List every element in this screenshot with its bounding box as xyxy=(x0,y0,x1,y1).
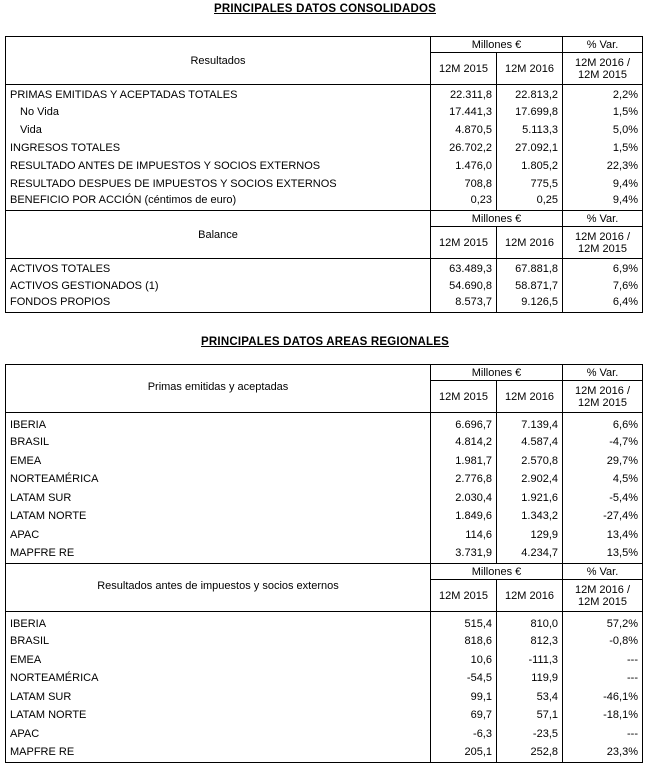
value-var: 6,9% xyxy=(563,259,643,277)
value-2015: 1.476,0 xyxy=(431,157,497,175)
table-row xyxy=(6,121,643,139)
value-2015: 708,8 xyxy=(431,175,497,193)
row-label: LATAM SUR xyxy=(6,489,431,508)
var-period-header: 12M 2016 / 12M 2015 xyxy=(563,53,643,85)
table-row xyxy=(6,175,643,193)
millones-header: Millones € xyxy=(431,211,563,227)
resultados-antes-header: Resultados antes de impuestos y socios externos xyxy=(6,564,431,612)
row-label: RESULTADO DESPUES DE IMPUESTOS Y SOCIOS EXTERNOS xyxy=(6,175,431,193)
value-var: --- xyxy=(563,725,643,744)
value-2016: 1.805,2 xyxy=(497,157,563,175)
millones-header: Millones € xyxy=(431,564,563,580)
value-2015: 205,1 xyxy=(431,743,497,763)
value-2015: 818,6 xyxy=(431,632,497,651)
value-var: -5,4% xyxy=(563,489,643,508)
value-var: 1,5% xyxy=(563,103,643,121)
var-header: % Var. xyxy=(563,564,643,580)
row-label: RESULTADO ANTES DE IMPUESTOS Y SOCIOS EXTERNOS xyxy=(6,157,431,175)
value-2016: 57,1 xyxy=(497,706,563,725)
row-label: IBERIA xyxy=(6,413,431,434)
var-period-header: 12M 2016 / 12M 2015 xyxy=(563,227,643,259)
regional-title: PRINCIPALES DATOS AREAS REGIONALES xyxy=(201,336,449,348)
primas-header: Primas emitidas y aceptadas xyxy=(6,365,431,413)
row-label: BRASIL xyxy=(6,433,431,452)
value-2015: 2.030,4 xyxy=(431,489,497,508)
row-label: IBERIA xyxy=(6,612,431,633)
table-row xyxy=(6,433,643,452)
value-var: 6,4% xyxy=(563,295,643,313)
value-var: 7,6% xyxy=(563,277,643,295)
value-2016: 5.113,3 xyxy=(497,121,563,139)
value-var: 13,4% xyxy=(563,526,643,545)
value-2016: 812,3 xyxy=(497,632,563,651)
value-var: -18,1% xyxy=(563,706,643,725)
row-label: Vida xyxy=(6,121,431,139)
millones-header: Millones € xyxy=(431,37,563,53)
value-var: --- xyxy=(563,651,643,670)
value-var: 9,4% xyxy=(563,193,643,211)
value-2016: 4.234,7 xyxy=(497,544,563,564)
table-row xyxy=(6,157,643,175)
value-var: 9,4% xyxy=(563,175,643,193)
value-var: 5,0% xyxy=(563,121,643,139)
value-2015: 4.870,5 xyxy=(431,121,497,139)
value-2015: 1.981,7 xyxy=(431,452,497,471)
row-label: NORTEAMÉRICA xyxy=(6,669,431,688)
var-header: % Var. xyxy=(563,211,643,227)
year-2015-header: 12M 2015 xyxy=(431,227,497,259)
value-2016: 67.881,8 xyxy=(497,259,563,277)
table-row xyxy=(6,277,643,295)
value-2015: -6,3 xyxy=(431,725,497,744)
value-var: 13,5% xyxy=(563,544,643,564)
consolidated-title: PRINCIPALES DATOS CONSOLIDADOS xyxy=(214,3,436,15)
value-2015: 4.814,2 xyxy=(431,433,497,452)
value-2016: 1.343,2 xyxy=(497,507,563,526)
row-label: NORTEAMÉRICA xyxy=(6,470,431,489)
year-2016-header: 12M 2016 xyxy=(497,53,563,85)
value-2015: 17.441,3 xyxy=(431,103,497,121)
table-row xyxy=(6,544,643,564)
value-2016: 0,25 xyxy=(497,193,563,211)
row-label: LATAM NORTE xyxy=(6,706,431,725)
table-row xyxy=(6,632,643,651)
value-2016: 119,9 xyxy=(497,669,563,688)
balance-header: Balance xyxy=(6,211,431,259)
row-label: No Vida xyxy=(6,103,431,121)
millones-header: Millones € xyxy=(431,365,563,381)
value-var: 4,5% xyxy=(563,470,643,489)
value-2016: 9.126,5 xyxy=(497,295,563,313)
table-row xyxy=(6,669,643,688)
var-header: % Var. xyxy=(563,365,643,381)
table-row xyxy=(6,413,643,434)
table-row xyxy=(6,688,643,707)
value-var: --- xyxy=(563,669,643,688)
value-2016: 775,5 xyxy=(497,175,563,193)
value-2015: 515,4 xyxy=(431,612,497,633)
row-label: LATAM SUR xyxy=(6,688,431,707)
value-2016: 252,8 xyxy=(497,743,563,763)
row-label: BENEFICIO POR ACCIÓN (céntimos de euro) xyxy=(6,193,431,211)
value-2015: 69,7 xyxy=(431,706,497,725)
row-label: LATAM NORTE xyxy=(6,507,431,526)
value-var: 6,6% xyxy=(563,413,643,434)
value-var: 2,2% xyxy=(563,85,643,103)
year-2015-header: 12M 2015 xyxy=(431,580,497,612)
year-2016-header: 12M 2016 xyxy=(497,580,563,612)
value-2016: 4.587,4 xyxy=(497,433,563,452)
value-2015: 0,23 xyxy=(431,193,497,211)
row-label: ACTIVOS TOTALES xyxy=(6,259,431,277)
table-row xyxy=(6,489,643,508)
table-row xyxy=(6,470,643,489)
value-var: 1,5% xyxy=(563,139,643,157)
value-2015: 1.849,6 xyxy=(431,507,497,526)
value-2015: 6.696,7 xyxy=(431,413,497,434)
table-row xyxy=(6,295,643,313)
value-var: -46,1% xyxy=(563,688,643,707)
consolidated-table xyxy=(5,36,643,313)
table-row xyxy=(6,706,643,725)
value-2015: 63.489,3 xyxy=(431,259,497,277)
value-2016: 17.699,8 xyxy=(497,103,563,121)
value-2016: 22.813,2 xyxy=(497,85,563,103)
row-label: FONDOS PROPIOS xyxy=(6,295,431,313)
value-var: 29,7% xyxy=(563,452,643,471)
value-var: -27,4% xyxy=(563,507,643,526)
value-2016: 27.092,1 xyxy=(497,139,563,157)
value-2016: 58.871,7 xyxy=(497,277,563,295)
var-period-header: 12M 2016 / 12M 2015 xyxy=(563,580,643,612)
year-2015-header: 12M 2015 xyxy=(431,53,497,85)
resultados-header: Resultados xyxy=(6,37,431,85)
value-2015: 3.731,9 xyxy=(431,544,497,564)
value-2015: 114,6 xyxy=(431,526,497,545)
table-row xyxy=(6,651,643,670)
table-row xyxy=(6,85,643,103)
value-var: 57,2% xyxy=(563,612,643,633)
row-label: APAC xyxy=(6,526,431,545)
table-row xyxy=(6,259,643,277)
value-2016: 2.570,8 xyxy=(497,452,563,471)
value-2016: 53,4 xyxy=(497,688,563,707)
year-2016-header: 12M 2016 xyxy=(497,227,563,259)
table-row xyxy=(6,139,643,157)
table-row xyxy=(6,193,643,211)
value-2016: 810,0 xyxy=(497,612,563,633)
row-label: APAC xyxy=(6,725,431,744)
value-2016: 7.139,4 xyxy=(497,413,563,434)
row-label: PRIMAS EMITIDAS Y ACEPTADAS TOTALES xyxy=(6,85,431,103)
row-label: INGRESOS TOTALES xyxy=(6,139,431,157)
var-period-header: 12M 2016 / 12M 2015 xyxy=(563,381,643,413)
regional-table xyxy=(5,364,643,763)
value-2016: -111,3 xyxy=(497,651,563,670)
table-row xyxy=(6,725,643,744)
value-2016: 129,9 xyxy=(497,526,563,545)
value-2015: 54.690,8 xyxy=(431,277,497,295)
value-2015: 8.573,7 xyxy=(431,295,497,313)
row-label: ACTIVOS GESTIONADOS (1) xyxy=(6,277,431,295)
value-2015: 26.702,2 xyxy=(431,139,497,157)
value-2016: 1.921,6 xyxy=(497,489,563,508)
table-row xyxy=(6,743,643,763)
row-label: MAPFRE RE xyxy=(6,544,431,564)
row-label: EMEA xyxy=(6,651,431,670)
row-label: EMEA xyxy=(6,452,431,471)
value-2015: 22.311,8 xyxy=(431,85,497,103)
value-2016: 2.902,4 xyxy=(497,470,563,489)
value-2015: 99,1 xyxy=(431,688,497,707)
row-label: BRASIL xyxy=(6,632,431,651)
value-2015: 2.776,8 xyxy=(431,470,497,489)
table-row xyxy=(6,612,643,633)
value-var: -4,7% xyxy=(563,433,643,452)
table-row xyxy=(6,507,643,526)
table-row xyxy=(6,103,643,121)
table-row xyxy=(6,452,643,471)
year-2015-header: 12M 2015 xyxy=(431,381,497,413)
value-2015: 10,6 xyxy=(431,651,497,670)
value-2016: -23,5 xyxy=(497,725,563,744)
var-header: % Var. xyxy=(563,37,643,53)
value-var: 23,3% xyxy=(563,743,643,763)
value-2015: -54,5 xyxy=(431,669,497,688)
row-label: MAPFRE RE xyxy=(6,743,431,763)
year-2016-header: 12M 2016 xyxy=(497,381,563,413)
value-var: -0,8% xyxy=(563,632,643,651)
value-var: 22,3% xyxy=(563,157,643,175)
table-row xyxy=(6,526,643,545)
